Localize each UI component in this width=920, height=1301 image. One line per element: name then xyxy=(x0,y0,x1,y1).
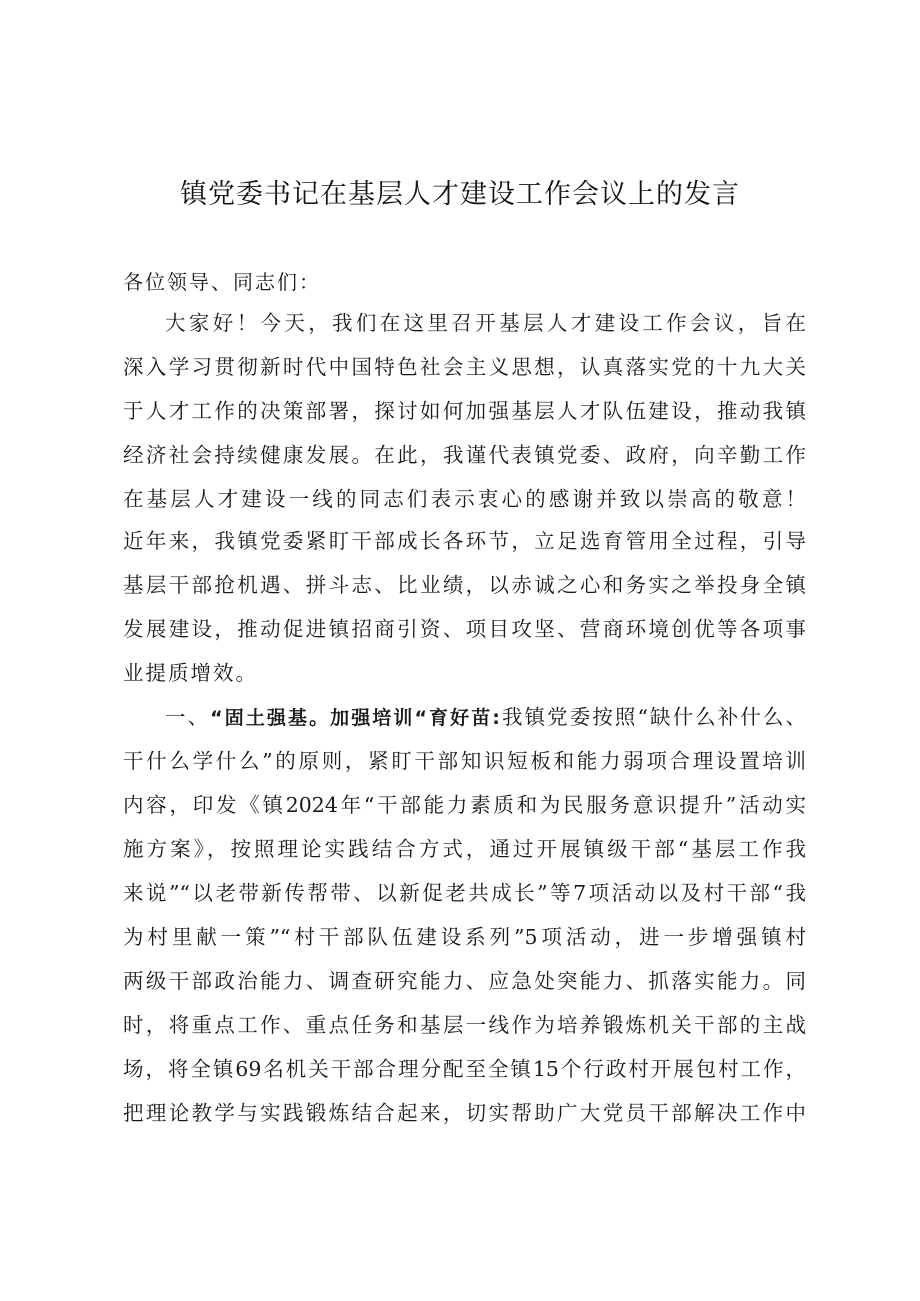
body-line: 内容，印发《镇2024年“干部能力素质和为民服务意识提升”活动实 xyxy=(123,793,806,817)
section-1-prefix: 一、 xyxy=(165,705,211,729)
body-line: 深入学习贯彻新时代中国特色社会主义思想，认真落实党的十九大关 xyxy=(123,355,806,379)
body-line: 来说”“以老带新传帮带、以新促老共成长”等7项活动以及村干部“我 xyxy=(123,881,806,905)
body-line: 为村里献一策”“村干部队伍建设系列”5项活动，进一步增强镇村 xyxy=(123,925,806,949)
body-line: 把理论教学与实践锻炼结合起来，切实帮助广大党员干部解决工作中 xyxy=(123,1101,806,1125)
body-line: 两级干部政治能力、调查研究能力、应急处突能力、抓落实能力。同 xyxy=(123,969,806,993)
document-title: 镇党委书记在基层人才建设工作会议上的发言 xyxy=(180,179,740,210)
body-line: 经济社会持续健康发展。在此，我谨代表镇党委、政府，向辛勤工作 xyxy=(123,443,806,467)
section-1-first-line xyxy=(165,702,806,733)
body-line: 场，将全镇69名机关干部合理分配至全镇15个行政村开展包村工作， xyxy=(123,1057,806,1081)
body-line: 近年来，我镇党委紧盯干部成长各环节，立足选育管用全过程，引导 xyxy=(123,529,806,553)
body-line: 在基层人才建设一线的同志们表示衷心的感谢并致以崇高的敬意！ xyxy=(123,487,806,511)
body-line: 基层干部抢机遇、拼斗志、比业绩，以赤诚之心和务实之举投身全镇 xyxy=(123,573,806,597)
body-line: 于人才工作的决策部署，探讨如何加强基层人才队伍建设，推动我镇 xyxy=(123,399,806,423)
body-line: 业提质增效。 xyxy=(123,661,258,685)
section-1-heading: “固土强基。加强培训“育好苗: xyxy=(210,707,500,729)
body-line: 时，将重点工作、重点任务和基层一线作为培养锻炼机关干部的主战 xyxy=(123,1013,806,1037)
section-1-text: 我镇党委按照“缺什么补什么、 xyxy=(499,705,807,729)
salutation: 各位领导、同志们： xyxy=(123,270,321,294)
body-line: 施方案》，按照理论实践结合方式，通过开展镇级干部“基层工作我 xyxy=(123,837,806,861)
body-line: 大家好！今天，我们在这里召开基层人才建设工作会议，旨在 xyxy=(165,311,806,335)
body-line: 干什么学什么”的原则，紧盯干部知识短板和能力弱项合理设置培训 xyxy=(123,749,806,773)
body-line: 发展建设，推动促进镇招商引资、项目攻坚、营商环境创优等各项事 xyxy=(123,617,806,641)
